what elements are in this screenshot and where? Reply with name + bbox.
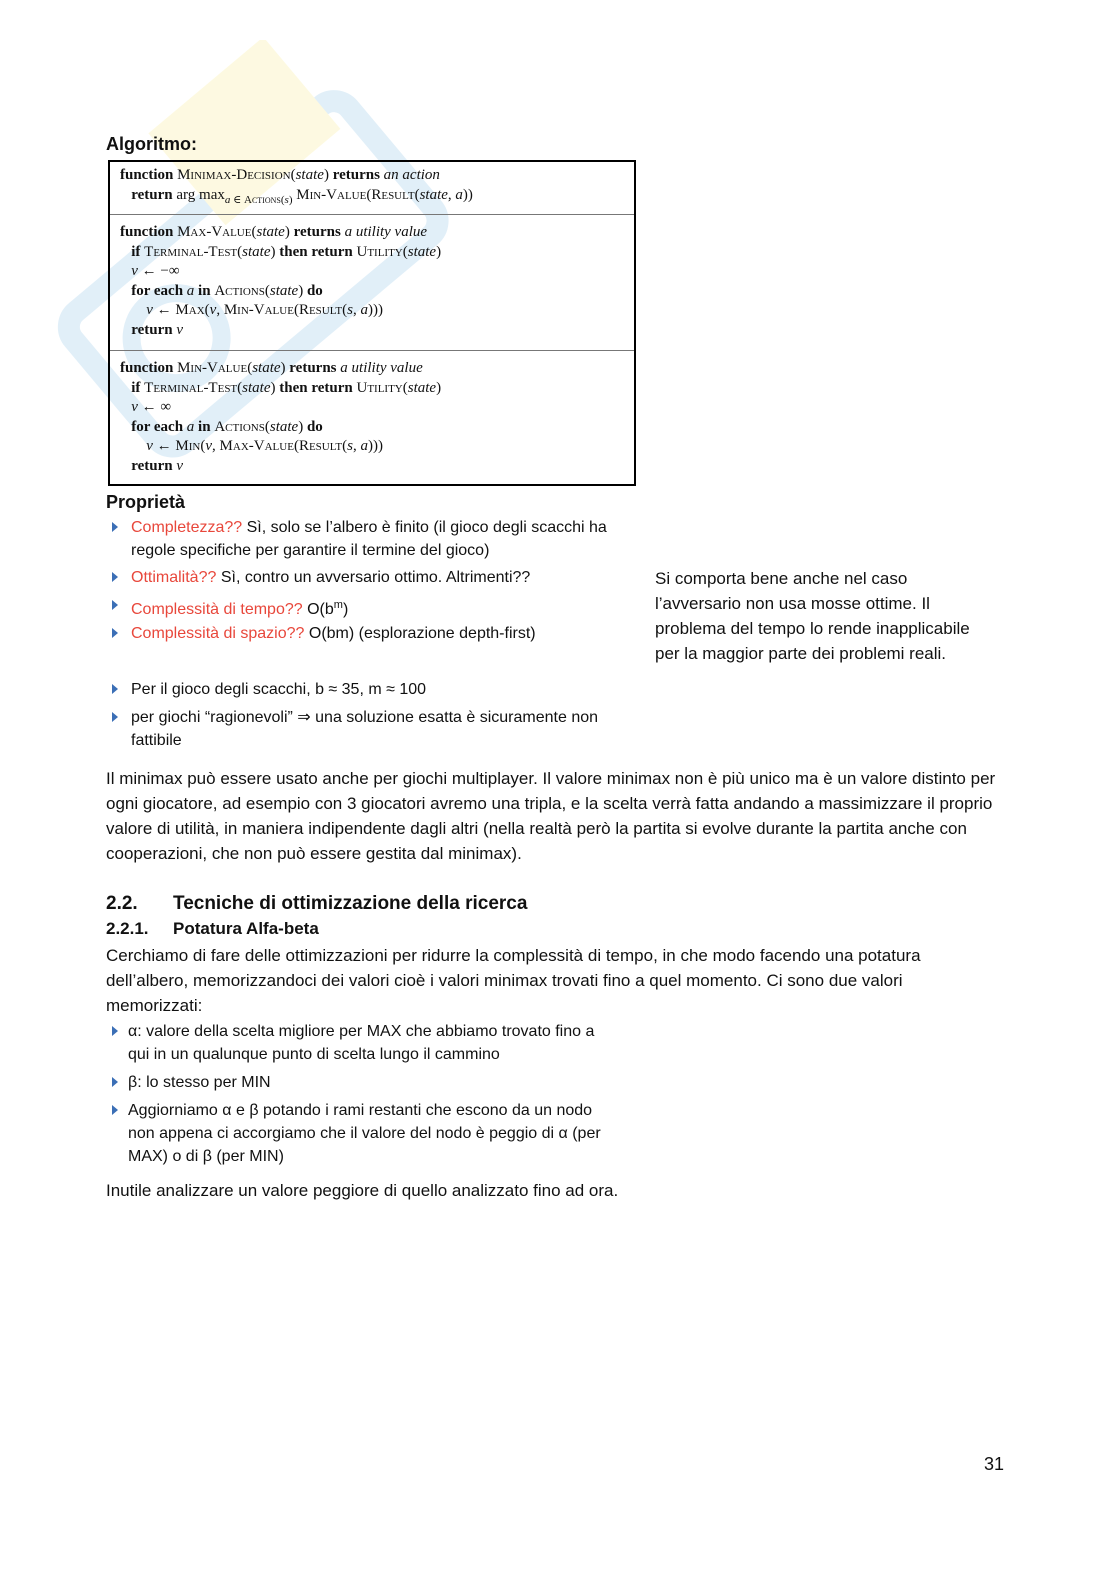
bullet-icon: [112, 600, 118, 610]
property-text: O(b: [302, 601, 334, 618]
property-optimality: [112, 566, 631, 589]
bullet-icon: [112, 1077, 118, 1087]
property-text: O(bm) (esplorazione depth-first): [304, 625, 536, 642]
multiplayer-paragraph: Il minimax può essere usato anche per giochi multiplayer. Il valore minimax non è più unico ma è un valore distinto per ogni giocatore, ad esempio con 3 giocatori avremo una tripla, e la scelta verrà fatta andando a massimizzare il proprio valore di utilità, in maniera indipendente dagli altri (nella realtà però la partita si evolve durante la partita anche con cooperazioni, che non può essere gestita dal minimax).: [106, 769, 996, 863]
property-label: Ottimalità??: [131, 569, 217, 586]
update-item: [112, 1099, 608, 1168]
bullet-icon: [112, 684, 118, 694]
max-value-function: function Max-Value(state) returns a utility value if Terminal-Test(state) then return Utility(state) v ← −∞ for each a in Actions(state) do v ← Max(v, Min-Value(Result(s, a))) return v: [110, 215, 634, 351]
subsection-number: 2.2.1.: [106, 919, 149, 938]
subsection-title: Potatura Alfa-beta: [173, 919, 319, 938]
alpha-item: [112, 1020, 608, 1066]
min-value-function: function Min-Value(state) returns a utility value if Terminal-Test(state) then return Utility(state) v ← ∞ for each a in Actions(state) do v ← Min(v, Max-Value(Result(s, a))) return v: [120, 360, 442, 474]
close-paren: ): [342, 601, 349, 618]
property-time-complexity: [112, 594, 631, 621]
bullet-icon: [112, 572, 118, 582]
property-label: Completezza??: [131, 519, 243, 536]
beta-item: [112, 1071, 608, 1094]
property-text: Sì, solo se l’albero è finito (il gioco degli scacchi ha regole specifiche per garantire il termine del gioco): [131, 519, 607, 559]
minimax-decision-function: function Minimax-Decision(state) returns an action return arg $\max_{a \in Actions(s)}$ Min-Value(Result(state, a)): [110, 162, 634, 215]
exponent: m: [333, 599, 343, 611]
bullet-icon: [112, 1026, 118, 1036]
chess-note: [112, 678, 631, 701]
bullet-icon: [112, 712, 118, 722]
update-text: Aggiorniamo α e β potando i rami restanti che escono da un nodo non appena ci accorgiamo che il valore del nodo è peggio di α (per MAX) o di β (per MIN): [128, 1102, 601, 1165]
property-text: Sì, contro un avversario ottimo. Altrimenti??: [216, 569, 531, 586]
minimax-pseudocode: [108, 160, 636, 486]
conclusion-paragraph: Inutile analizzare un valore peggiore di quello analizzato fino ad ora.: [106, 1181, 619, 1200]
section-number: 2.2.: [106, 893, 138, 914]
bullet-icon: [112, 628, 118, 638]
chess-note-text: Per il gioco degli scacchi, b ≈ 35, m ≈ 100: [131, 681, 427, 698]
beta-text: β: lo stesso per MIN: [128, 1074, 271, 1091]
bullet-icon: [112, 522, 118, 532]
property-space-complexity: [112, 622, 631, 645]
property-label: Complessità di spazio??: [131, 625, 305, 642]
property-label: Complessità di tempo??: [131, 601, 303, 618]
subsection-heading: [106, 919, 319, 939]
section-title: Tecniche di ottimizzazione della ricerca: [173, 893, 528, 914]
properties-heading: Proprietà: [106, 492, 186, 512]
alpha-text: α: valore della scelta migliore per MAX che abbiamo trovato fino a qui in un qualunque punto di scelta lungo il cammino: [128, 1023, 595, 1063]
property-completeness: [112, 516, 631, 562]
reasonable-games-note: [112, 706, 631, 752]
algorithm-heading: Algoritmo:: [106, 134, 197, 154]
reasonable-games-text: per giochi “ragionevoli” ⇒ una soluzione esatta è sicuramente non fattibile: [131, 709, 599, 749]
sidenote: Si comporta bene anche nel caso l’avversario non usa mosse ottime. Il problema del tempo lo rende inapplicabile per la maggior parte dei problemi reali.: [655, 569, 970, 663]
bullet-icon: [112, 1105, 118, 1115]
page-number: 31: [983, 1454, 1004, 1474]
alfabeta-paragraph: Cerchiamo di fare delle ottimizzazioni per ridurre la complessità di tempo, in che modo facendo una potatura dell’albero, memorizzandoci dei valori cioè i valori minimax trovati fino a quel momento. Ci sono due valori memorizzati:: [106, 946, 921, 1015]
section-heading: [106, 893, 527, 915]
